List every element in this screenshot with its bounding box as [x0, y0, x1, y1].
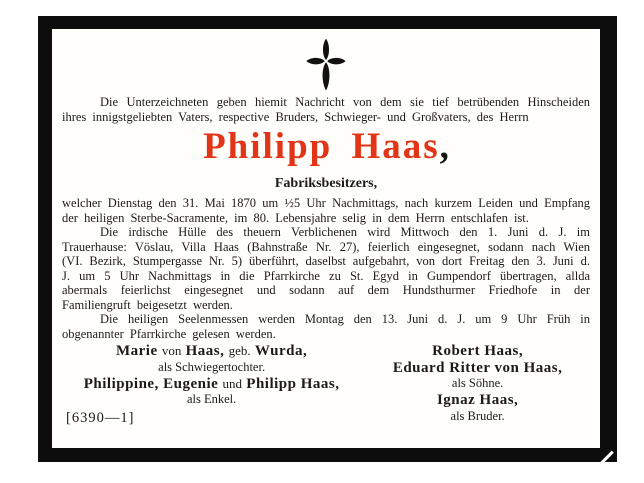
signature-role: als Söhne.	[451, 376, 504, 390]
signature-role: als Bruder.	[450, 408, 505, 423]
signature-role: als Enkel.	[186, 392, 237, 406]
signature-name-part: und	[222, 375, 243, 391]
signature-name-part: Philipp Haas,	[246, 375, 340, 392]
deceased-name: Philipp Haas	[203, 126, 440, 167]
memorial-masses-paragraph: Die heiligen Seelenmessen werden Montag den 13. Juni d. J. um 9 Uhr Früh in obgenannter Pfarrkirche gelesen werden.	[62, 312, 590, 341]
death-details-paragraph: welcher Dienstag den 31. Mai 1870 um ½5 Uhr Nachmittags, nach kurzem Leiden und Empfang der heiligen Sterbe-Sacramente, im 80. Lebensjahre selig in dem Herrn entschlafen ist.	[62, 196, 590, 225]
signature-name-part: Philippine, Eugenie	[83, 375, 219, 392]
notice-content	[52, 29, 600, 448]
signatures-left-column	[60, 343, 363, 426]
signatures-section	[60, 343, 592, 426]
signature-name	[60, 343, 363, 360]
signature-entry	[60, 376, 363, 407]
signature-name-part: geb.	[228, 343, 251, 358]
signature-role: als Schwiegertochter.	[158, 359, 266, 374]
signatures-right-column	[363, 343, 592, 426]
mourning-border-frame	[38, 16, 617, 462]
signature-name-part: Marie	[115, 343, 158, 359]
signature-name: Eduard Ritter von Haas,	[392, 359, 563, 376]
signature-name-part: von	[161, 343, 182, 358]
deceased-name-line	[60, 126, 592, 175]
intro-text: Die Unterzeichneten geben hiemit Nachricht von dem sie tief betrübenden Hinscheiden ihres innigstgeliebten Vaters, respective Bruders, Schwieger- und Großvaters, des Herrn	[62, 95, 590, 124]
deceased-title: Fabriksbesitzers,	[274, 176, 378, 191]
signature-entry	[60, 343, 363, 374]
signature-name: Ignaz Haas,	[436, 392, 519, 408]
signature-name	[60, 376, 363, 393]
signature-name: Robert Haas,	[432, 343, 524, 359]
signature-entry	[363, 343, 592, 390]
signature-name-part: Wurda,	[254, 343, 308, 359]
funeral-arrangements-paragraph: Die irdische Hülle des theuern Verblichenen wird Mittwoch den 1. Juni d. J. im Trauerhause: Vöslau, Villa Haas (Bahnstraße Nr. 27), feierlich eingesegnet, sodann nach Wien (VI. Bezirk, Stumpergasse Nr. 5) überführt, daselbst aufgebahrt, von dort Freitag den 3. Juni d. J. um 5 Uhr Nachmittags in die Pfarrkirche zu St. Egyd in Gumpendorf übertragen, allda abermals feierlichst eingesegnet und sodann auf dem Hundsthurmer Friedhofe in der Familiengruft beigesetzt werden.	[62, 225, 590, 312]
signature-name-part: Haas,	[185, 343, 225, 359]
notice-reference-number: [6390—1]	[66, 410, 135, 426]
cross-icon	[303, 35, 349, 93]
cross-icon-wrap	[60, 35, 592, 93]
signature-entry	[363, 392, 592, 423]
deceased-name-comma: ,	[439, 126, 449, 167]
